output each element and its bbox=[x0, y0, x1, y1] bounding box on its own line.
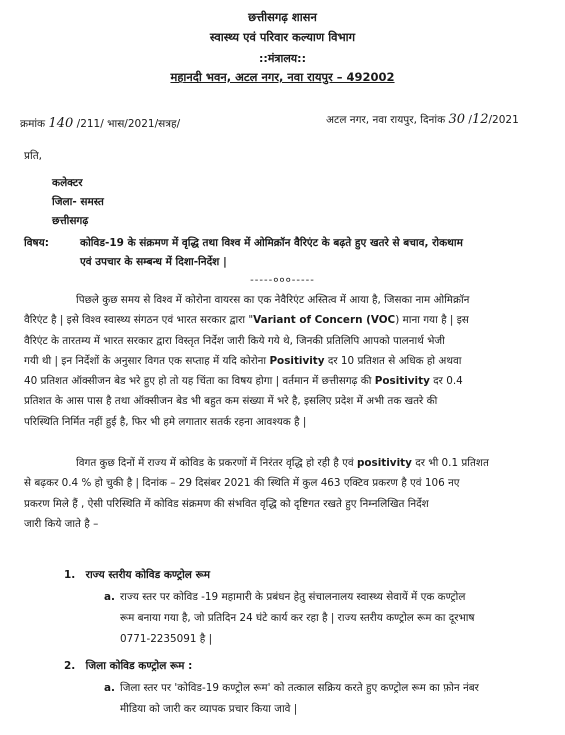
paragraph-1-line: वैरिएंट है | इसे विश्व स्वास्थ्य संगठन एवं भारत सरकार द्वारा "Variant of Concern (VOC) माना गया है | इस bbox=[24, 314, 469, 327]
ministry-label: ::मंत्रालय:: bbox=[259, 52, 306, 65]
recipient-line-3: छत्तीसगढ़ bbox=[52, 215, 89, 227]
handwritten-month: 12 bbox=[471, 112, 489, 127]
section-2-heading bbox=[64, 659, 192, 673]
paragraph-1-line: प्रतिशत के आस पास है तथा ऑक्सीजन बेड भी बहुत कम संख्या में भरे है, इसलिए प्रदेश में अभी तक खतरे की bbox=[24, 395, 438, 408]
subject-label: विषय: bbox=[24, 237, 49, 249]
item-letter: a. bbox=[104, 682, 115, 694]
paragraph-1-line: गयी थी | इन निर्देशों के अनुसार विगत एक सप्ताह में यदि कोरोना Positivity दर 10 प्रतिशत से अधिक हो अथवा bbox=[24, 354, 462, 367]
dateline-year: /2021 bbox=[488, 114, 519, 126]
reference-number bbox=[20, 116, 180, 131]
paragraph-2-line: विगत कुछ दिनों में राज्य में कोविड के प्रकरणों में निरंतर वृद्धि हो रही है एवं positivity दर भी 0.1 प्रतिशत bbox=[76, 457, 489, 469]
item-line: राज्य स्तर पर कोविड -19 महामारी के प्रबंधन हेतु संचालनालय स्वास्थ्य सेवायें में एक कण्ट्रोल bbox=[120, 591, 466, 603]
office-address: महानदी भवन, अटल नगर, नवा रायपुर – 492002 bbox=[170, 70, 395, 84]
dateline-place: अटल नगर, नवा रायपुर, दिनांक bbox=[326, 114, 446, 126]
section-1-number: 1. bbox=[64, 569, 76, 581]
item-line: रूम बनाया गया है, जो प्रतिदिन 24 घंटे कार्य कर रहा है | राज्य स्तरीय कण्ट्रोल रूम का दूरभाष bbox=[120, 612, 475, 624]
item-line: मीडिया को जारी कर व्यापक प्रचार किया जावे | bbox=[120, 703, 298, 715]
department-name: स्वास्थ्य एवं परिवार कल्याण विभाग bbox=[209, 30, 356, 44]
subject-line-2: एवं उपचार के सम्बन्ध में दिशा-निर्देश | bbox=[80, 256, 227, 268]
section-2-number: 2. bbox=[64, 660, 76, 672]
item-letter: a. bbox=[104, 591, 115, 603]
salutation: प्रति, bbox=[24, 150, 43, 162]
handwritten-number: 140 bbox=[48, 116, 74, 131]
govt-name: छत्तीसगढ़ शासन bbox=[248, 10, 317, 24]
paragraph-2-line: से बढ़कर 0.4 % हो चुकी है | दिनांक – 29 दिसंबर 2021 की स्थिति में कुल 463 एक्टिव प्रकरण है एवं 106 नए bbox=[24, 477, 460, 490]
recipient-line-2: जिला- समस्त bbox=[52, 196, 104, 208]
recipient-line-1: कलेक्टर bbox=[52, 177, 83, 189]
subject-line-1: कोविड-19 के संक्रमण में वृद्धि तथा विश्व में ओमिक्रॉन वैरिएंट के बढ़ते हुए खतरे से बचाव, रोकथाम bbox=[80, 237, 463, 249]
handwritten-day: 30 bbox=[448, 112, 466, 127]
section-2-title: जिला कोविड कण्ट्रोल रूम : bbox=[85, 660, 193, 672]
paragraph-1-line: परिस्थिति निर्मित नहीं हुई है, फिर भी हमे लगातार सतर्क रहना आवश्यक है | bbox=[24, 415, 307, 428]
reference-prefix: क्रमांक bbox=[20, 118, 46, 130]
item-line: जिला स्तर पर 'कोविड-19 कण्ट्रोल रूम' को तत्काल सक्रिय करते हुए कण्ट्रोल रूम का फ़ोन नंबर bbox=[120, 682, 479, 694]
divider: -----०००----- bbox=[250, 275, 315, 286]
paragraph-2-line: जारी किये जाते है – bbox=[24, 517, 99, 530]
paragraph-1 bbox=[24, 290, 534, 432]
reference-suffix: /211/ भास/2021/सत्रह/ bbox=[76, 118, 181, 130]
paragraph-1-line: 40 प्रतिशत ऑक्सीजन बेड भरे हुए हो तो यह चिंता का विषय होगा | वर्तमान में छत्तीसगढ़ की Positivity दर 0.4 bbox=[24, 375, 463, 388]
paragraph-1-line: पिछले कुछ समय से विश्व में कोरोना वायरस का एक नेवैरिएंट अस्तित्व में आया है, जिसका नाम ओमिक्रॉन bbox=[76, 294, 470, 306]
paragraph-2-line: प्रकरण मिले हैं , ऐसी परिस्थिति में कोविड संक्रमण की संभवित वृद्धि को दृष्टिगत रखते हुए निम्नलिखित निर्देश bbox=[24, 497, 429, 510]
paragraph-2 bbox=[24, 453, 534, 534]
dateline: अटल नगर, नवा रायपुर, दिनांक 30 /12/2021 bbox=[326, 112, 519, 127]
section-1-title: राज्य स्तरीय कोविड कण्ट्रोल रूम bbox=[85, 569, 211, 581]
section-1-heading bbox=[64, 568, 210, 582]
paragraph-1-line: वैरिएंट के तारतम्य में भारत सरकार द्वारा विस्तृत निर्देश जारी किये गये थे, जिनकी प्रतिलिपि आपको पालनार्थ भेजी bbox=[24, 334, 445, 347]
item-line: 0771-2235091 है | bbox=[120, 633, 213, 645]
